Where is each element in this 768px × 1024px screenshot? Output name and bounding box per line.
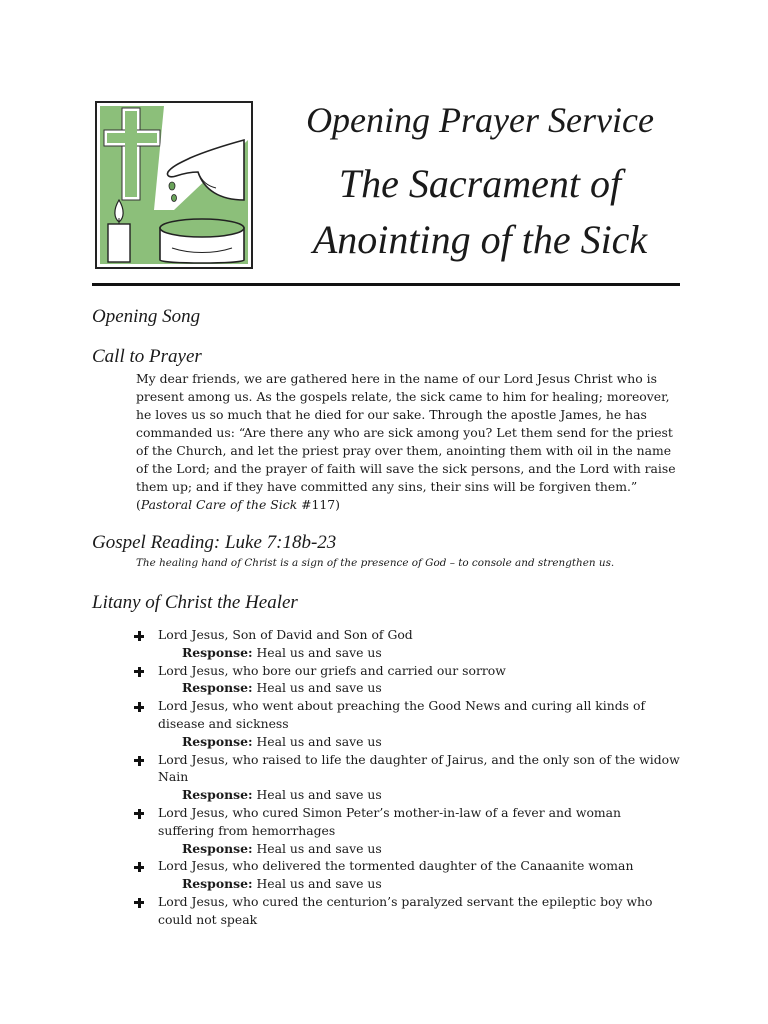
litany-petition: Lord Jesus, Son of David and Son of God — [158, 627, 413, 642]
response-line — [158, 840, 680, 858]
response-label: Response: — [182, 876, 253, 892]
litany-petition: Lord Jesus, who raised to life the daughter of Jairus, and the only son of the widow Nain — [158, 751, 680, 785]
response-text: Heal us and save us — [252, 733, 382, 749]
litany-heading: Litany of Christ the Healer — [92, 592, 298, 613]
opening-song-heading: Opening Song — [92, 306, 201, 327]
response-text: Heal us and save us — [252, 644, 382, 660]
anointing-illustration — [94, 100, 254, 270]
response-label: Response: — [182, 733, 253, 749]
list-item — [134, 626, 680, 662]
litany-petition: Lord Jesus, who went about preaching the Good News and curing all kinds of disease and sickness — [158, 698, 646, 731]
document-body — [92, 304, 680, 929]
litany-petition: Lord Jesus, who cured Simon Peter’s mother-in-law of a fever and woman suffering from hemorrhages — [158, 804, 622, 838]
litany-petition: Lord Jesus, who bore our griefs and carried our sorrow — [158, 662, 506, 678]
response-label: Response: — [182, 680, 253, 696]
response-label: Response: — [182, 840, 253, 856]
response-line — [158, 644, 680, 662]
list-item — [134, 697, 680, 750]
gospel-note: The healing hand of Christ is a sign of the presence of God – to console and strengthen us. — [136, 557, 615, 569]
cross-bullet-icon — [134, 667, 144, 677]
response-line — [158, 786, 680, 804]
cross-bullet-icon — [134, 862, 144, 872]
list-item — [134, 662, 680, 698]
response-label: Response: — [182, 787, 253, 803]
list-item — [134, 804, 680, 857]
response-label: Response: — [182, 644, 253, 660]
cross-bullet-icon — [134, 756, 144, 766]
list-item — [134, 751, 680, 804]
cross-bullet-icon — [134, 702, 144, 712]
cross-bullet-icon — [134, 898, 144, 908]
citation-number: #117) — [297, 497, 341, 512]
response-text: Heal us and save us — [252, 787, 382, 803]
call-to-prayer-body: My dear friends, we are gathered here in the name of our Lord Jesus Christ who is present among us. As the gospels relate, the sick came to him for healing; moreover, he loves us so much that he died for our sake. Through the apostle James, he has commanded us: “Are there any who are sick among you? Let them send for the priest of the Church, and let the priest pray over them, anointing them with oil in the name of the Lord; and the prayer of faith will save the sick persons, and the Lord with raise them up; and if they have committed any sins, their sins will be forgiven them.” ( — [136, 371, 676, 512]
sacrament-title-line1: The Sacrament of — [338, 161, 622, 206]
gospel-heading: Gospel Reading: Luke 7:18b-23 — [92, 532, 337, 553]
list-item — [134, 893, 680, 929]
cross-bullet-icon — [134, 631, 144, 641]
response-text: Heal us and save us — [252, 840, 382, 856]
response-text: Heal us and save us — [252, 680, 382, 696]
litany-petition: Lord Jesus, who cured the centurion’s paralyzed servant the epileptic boy who could not speak — [158, 893, 653, 927]
call-to-prayer-text — [136, 370, 680, 514]
response-text: Heal us and save us — [252, 876, 382, 892]
sacrament-title-line2: Anointing of the Sick — [312, 217, 648, 262]
header-divider — [92, 283, 680, 286]
litany-petition: Lord Jesus, who delivered the tormented daughter of the Canaanite woman — [158, 858, 634, 874]
response-line — [158, 679, 680, 697]
service-title: Opening Prayer Service — [306, 100, 654, 140]
oil-pot-icon — [160, 219, 244, 263]
call-to-prayer-heading: Call to Prayer — [92, 346, 202, 367]
litany-list — [92, 626, 680, 929]
list-item — [134, 857, 680, 893]
title-block — [280, 92, 680, 268]
response-line — [158, 733, 680, 751]
citation-title: Pastoral Care of the Sick — [140, 497, 298, 512]
response-line — [158, 875, 680, 893]
cross-bullet-icon — [134, 809, 144, 819]
